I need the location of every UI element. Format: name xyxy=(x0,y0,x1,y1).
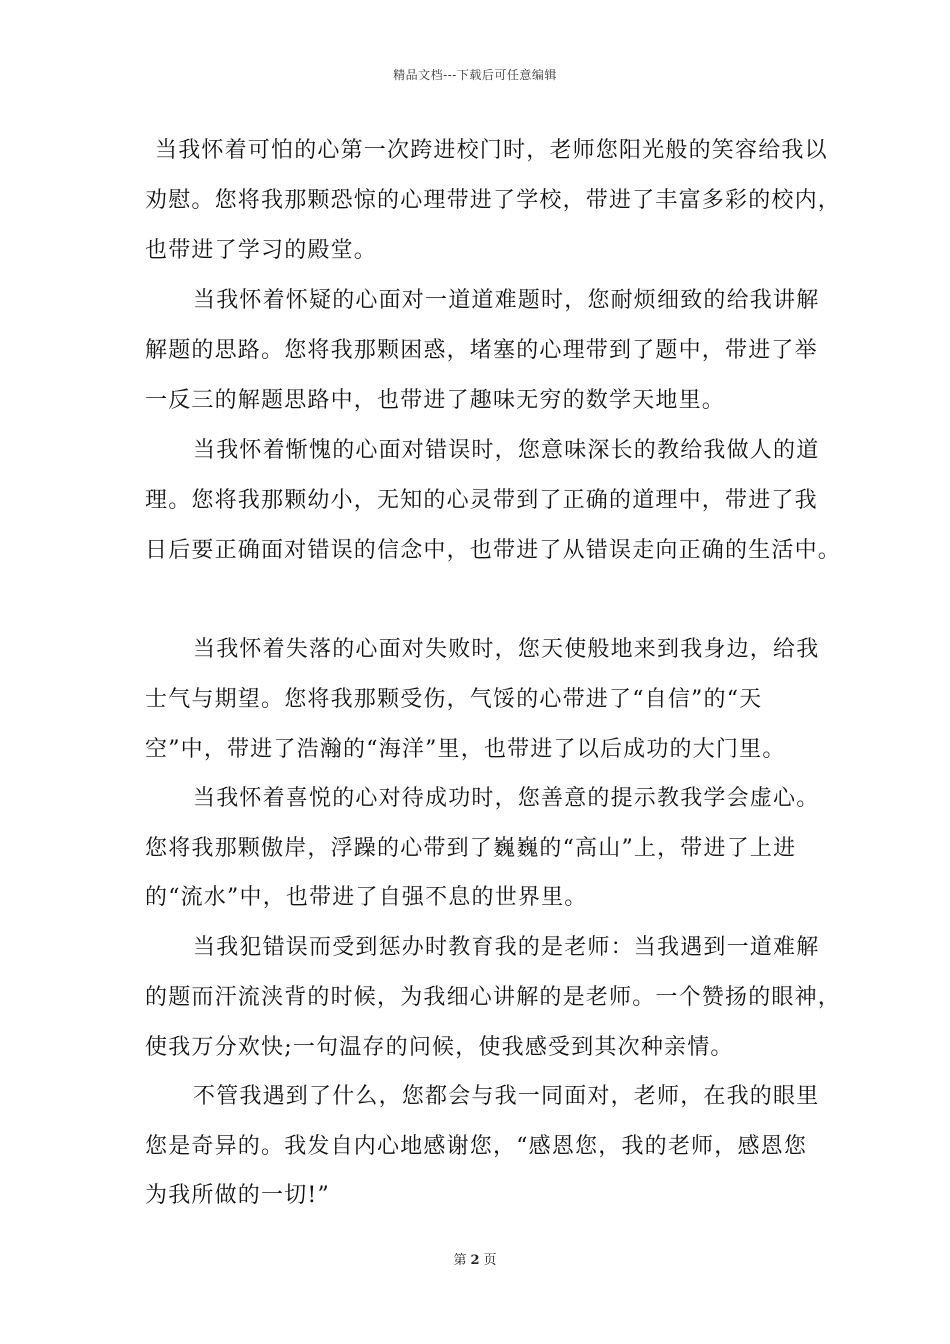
paragraph-2-line-2: 解题的思路。您将我那颗困惑，堵塞的心理带到了题中，带进了举 xyxy=(145,338,818,363)
paragraph-6-line-2: 的题而汗流浃背的时候，为我细心讲解的是老师。一个赞扬的眼神， xyxy=(145,985,842,1010)
paragraph-7-line-2: 您是奇异的。我发自内心地感谢您，“感恩您，我的老师，感恩您 xyxy=(145,1134,808,1159)
paragraph-2-line-1: 当我怀着怀疑的心面对一道道难题时，您耐烦细致的给我讲解 xyxy=(193,288,820,313)
paragraph-3-line-1: 当我怀着惭愧的心面对错误时，您意味深长的教给我做人的道 xyxy=(193,438,820,463)
paragraph-1-line-2: 劝慰。您将我那颗恐惊的心理带进了学校，带进了丰富多彩的校内， xyxy=(145,188,842,213)
paragraph-5-line-2: 您将我那颗傲岸，浮躁的心带到了巍巍的“高山”上，带进了上进 xyxy=(145,836,797,861)
paragraph-6-line-3: 使我万分欢快;一句温存的问候，使我感受到其次种亲情。 xyxy=(145,1035,734,1060)
paragraph-6-line-1: 当我犯错误而受到惩办时教育我的是老师：当我遇到一道难解 xyxy=(193,935,820,960)
paragraph-5-line-1: 当我怀着喜悦的心对待成功时，您善意的提示教我学会虚心。 xyxy=(193,786,820,811)
paragraph-1-line-3: 也带进了学习的殿堂。 xyxy=(145,238,378,263)
page-suffix: 页 xyxy=(483,1253,497,1268)
paragraph-3-line-3: 日后要正确面对错误的信念中，也带进了从错误走向正确的生活中。 xyxy=(145,538,842,563)
paragraph-2-line-3: 一反三的解题思路中，也带进了趣味无穷的数学天地里。 xyxy=(145,388,726,413)
paragraph-5-line-3: 的“流水”中，也带进了自强不息的世界里。 xyxy=(145,885,588,910)
paragraph-3-line-2: 理。您将我那颗幼小，无知的心灵带到了正确的道理中，带进了我 xyxy=(145,488,818,513)
page-footer xyxy=(0,1249,950,1268)
page-prefix: 第 xyxy=(453,1253,467,1268)
page-number: 2 xyxy=(470,1253,480,1268)
paragraph-7-line-1: 不管我遇到了什么，您都会与我一同面对，老师，在我的眼里 xyxy=(193,1084,820,1109)
paragraph-4-line-3: 空”中，带进了浩瀚的“海洋”里，也带进了以后成功的大门里。 xyxy=(145,737,786,762)
paragraph-1-line-1: 当我怀着可怕的心第一次跨进校门时，老师您阳光般的笑容给我以 xyxy=(155,138,828,163)
paragraph-4-line-1: 当我怀着失落的心面对失败时，您天使般地来到我身边，给我 xyxy=(193,637,820,662)
page-header: 精品文档---下载后可任意编辑 xyxy=(393,68,557,82)
paragraph-7-line-3: 为我所做的一切!” xyxy=(145,1183,330,1208)
paragraph-4-line-2: 士气与期望。您将我那颗受伤，气馁的心带进了“自信”的“天 xyxy=(145,687,763,712)
